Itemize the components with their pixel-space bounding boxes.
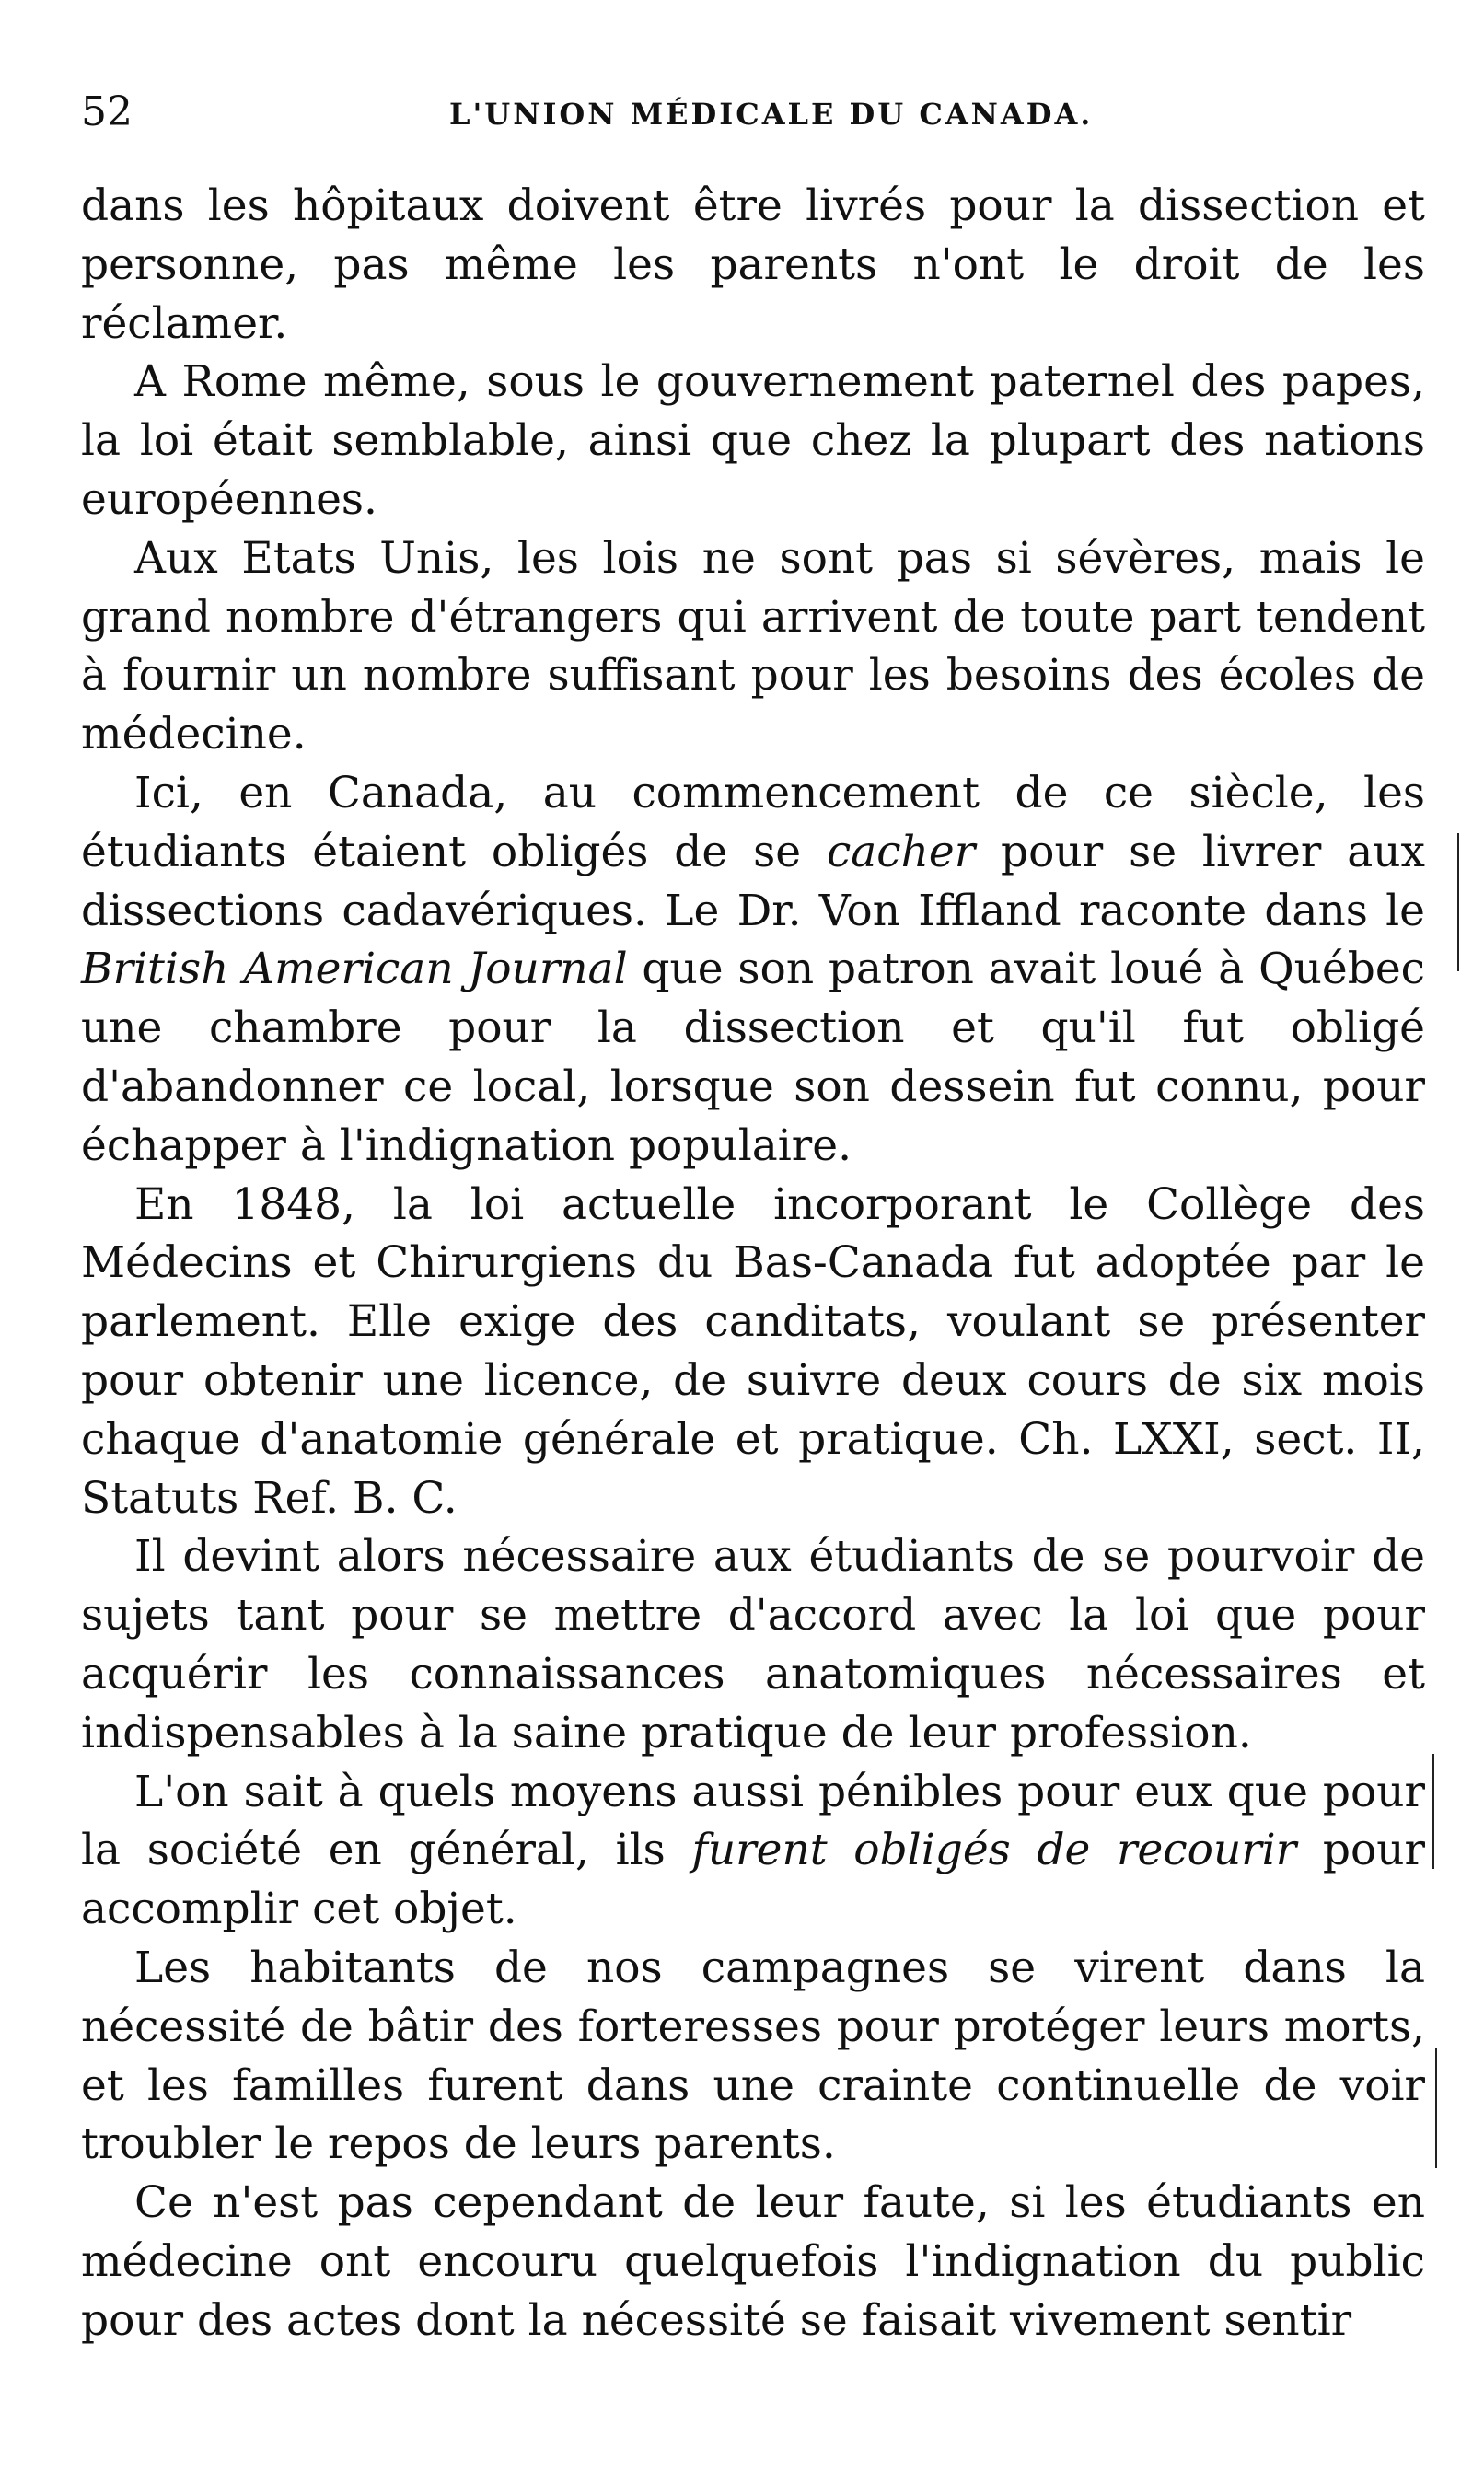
document-page (81, 88, 1425, 2350)
paragraph-text: L'on sait à quels moyens aussi pénibles pour eux que pour la société en général, ils (81, 1766, 1425, 1876)
paragraph (81, 2174, 1425, 2350)
margin-rule (1457, 833, 1459, 971)
body-text (81, 177, 1425, 2350)
paragraph (81, 177, 1425, 353)
margin-rule (1432, 1754, 1434, 1869)
paragraph-text: pour se livrer aux dissections cadavériques. Le Dr. Von Iffland raconte dans le (81, 826, 1425, 936)
paragraph-text: pour accomplir cet objet. (81, 1825, 1425, 1935)
paragraph-text: Les habitants de nos campagnes se virent dans la nécessité de bâtir des forteresses pour protéger leurs morts, et les familles furent dans une crainte continuelle de voir troubler le repos de leurs parents. (81, 1942, 1425, 2170)
italic-text: cacher (826, 826, 976, 877)
journal-title: L'UNION MÉDICALE DU CANADA. (449, 97, 1094, 132)
paragraph (81, 1763, 1425, 1939)
paragraph-text: dans les hôpitaux doivent être livrés pour la dissection et personne, pas même les parents n'ont le droit de les réclamer. (81, 180, 1425, 349)
running-head (81, 88, 1425, 144)
page-number: 52 (81, 88, 133, 135)
paragraph-text: Aux Etats Unis, les lois ne sont pas si sévères, mais le grand nombre d'étrangers qui arrivent de toute part tendent à fournir un nombre suffisant pour les besoins des écoles de médecine. (81, 532, 1425, 760)
paragraph (81, 1939, 1425, 2174)
paragraph-text: Ici, en Canada, au commencement de ce siècle, les étudiants étaient obligés de se (81, 767, 1425, 877)
margin-rule (1435, 2048, 1437, 2168)
paragraph-text: Ce n'est pas cependant de leur faute, si les étudiants en médecine ont encouru quelquefois l'indignation du public pour des actes dont la nécessité se faisait vivement sentir (81, 2177, 1425, 2346)
paragraph (81, 1176, 1425, 1528)
paragraph (81, 353, 1425, 528)
paragraph (81, 529, 1425, 764)
paragraph-text: que son patron avait loué à Québec une chambre pour la dissection et qu'il fut obligé d'abandonner ce local, lorsque son dessein fut connu, pour échapper à l'indignation populaire. (81, 944, 1425, 1171)
paragraph-text: A Rome même, sous le gouvernement paternel des papes, la loi était semblable, ainsi que chez la plupart des nations européennes. (81, 356, 1425, 525)
paragraph-text: Il devint alors nécessaire aux étudiants de se pourvoir de sujets tant pour se mettre d'accord avec la loi que pour acquérir les connaissances anatomiques nécessaires et indispensables à la saine pratique de leur profession. (81, 1531, 1425, 1758)
paragraph (81, 1527, 1425, 1762)
paragraph (81, 764, 1425, 1176)
paragraph-text: En 1848, la loi actuelle incorporant le Collège des Médecins et Chirurgiens du Bas-Canada fut adoptée par le parlement. Elle exige des canditats, voulant se présenter pour obtenir une licence, de suivre deux cours de six mois chaque d'anatomie générale et pratique. Ch. LXXI, sect. II, Statuts Ref. B. C. (81, 1178, 1425, 1524)
italic-text: furent obligés de recourir (691, 1825, 1297, 1876)
italic-text: British American Journal (81, 944, 628, 995)
